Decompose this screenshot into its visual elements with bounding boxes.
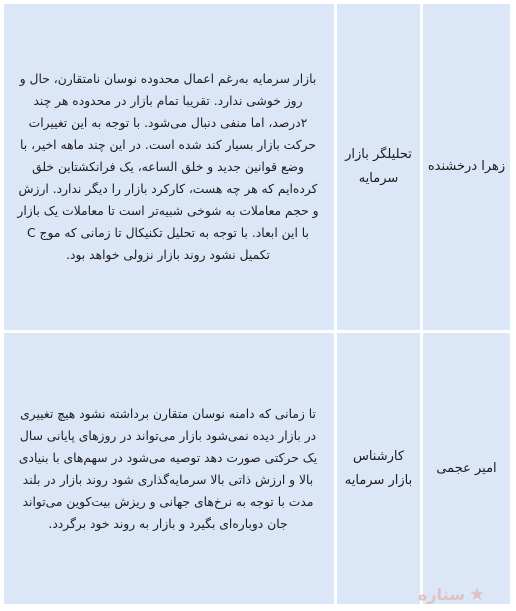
opinion-text-1: بازار سرمایه به‌رغم اعمال محدوده نوسان نامتقارن، حال و روز خوشی ندارد. تقریبا تمام بازار در محدوده هر چند ۲درصد، اما منفی دنبال می‌شود. با توجه به این تغییرات حرکت بازار بسیار کند شده است. در این چند ماهه اخیر، با وضع قوانین جدید و خلق الساعه، یک فرانکشتاین خلق کرده‌ایم که هر چه هست، کارکرد بازار را دیگر ندارد. ارزش و حجم معاملات به شوخی شبیه‌تر است تا معاملات یک بازار با این ابعاد. با توجه به تحلیل تکنیکال تا زمانی که موج C تکمیل نشود روند بازار نزولی خواهد بود. (4, 4, 334, 330)
watermark-text: ستاره (418, 584, 465, 604)
name-cell-2: امیر عجمی (423, 333, 510, 604)
name-cell-1: زهرا درخشنده (423, 4, 510, 330)
expert-opinions-table (4, 4, 512, 607)
site-watermark (418, 579, 510, 609)
role-cell-1: تحلیلگر بازار سرمایه (337, 4, 420, 330)
opinion-text-2: تا زمانی که دامنه نوسان متقارن برداشته نشود هیچ تغییری در بازار دیده نمی‌شود بازار می‌تواند در روزهای پایانی سال یک حرکتی صورت دهد توصیه می‌شود در سهم‌های با بنیادی بالا و ارزش ذاتی بالا سرمایه‌گذاری شود روند بازار در بلند مدت با توجه به نرخ‌های جهانی و ریزش بیت‌کوین می‌تواند جان دوباره‌ای بگیرد و بازار به روند خود برگردد. (4, 333, 334, 604)
star-logo-icon (469, 586, 485, 602)
role-cell-2: کارشناس بازار سرمایه (337, 333, 420, 604)
